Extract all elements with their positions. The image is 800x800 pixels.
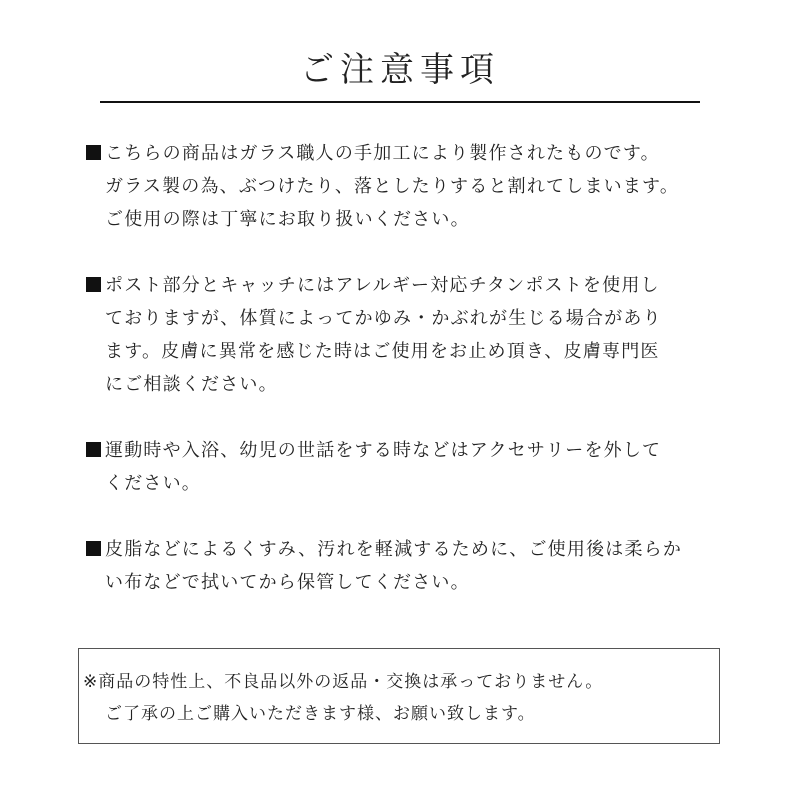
square-bullet-icon <box>85 269 105 302</box>
square-bullet-icon <box>85 434 105 467</box>
note-line: 運動時や入浴、幼児の世話をする時などはアクセサリーを外して <box>105 440 662 461</box>
disclaimer-line: ご了承の上ご購入いただきます様、お願い致します。 <box>105 704 536 724</box>
note-line: い布などで拭いてから保管してください。 <box>105 572 470 593</box>
square-bullet-icon <box>85 533 105 566</box>
note-line: 皮脂などによるくすみ、汚れを軽減するために、ご使用後は柔らか <box>105 539 683 560</box>
note-item-allergy <box>85 269 725 401</box>
disclaimer-box <box>78 648 720 744</box>
note-line: ご使用の際は丁寧にお取り扱いください。 <box>105 209 470 230</box>
notes-list <box>85 137 725 632</box>
note-line: ます。皮膚に異常を感じた時はご使用をお止め頂き、皮膚専門医 <box>105 341 660 362</box>
note-line: ポスト部分とキャッチにはアレルギー対応チタンポストを使用し <box>105 275 660 296</box>
note-line: ガラス製の為、ぶつけたり、落としたりすると割れてしまいます。 <box>105 176 680 197</box>
note-item-remove <box>85 434 725 500</box>
note-line: ておりますが、体質によってかゆみ・かぶれが生じる場合があり <box>105 308 662 329</box>
note-line: にご相談ください。 <box>105 374 278 395</box>
title-divider <box>100 101 700 103</box>
disclaimer-line: ※商品の特性上、不良品以外の返品・交換は承っておりません。 <box>83 672 604 692</box>
note-item-care <box>85 533 725 599</box>
square-bullet-icon <box>85 137 105 170</box>
note-item-fragile <box>85 137 725 236</box>
note-line: ください。 <box>105 473 201 494</box>
page-title: ご注意事項 <box>300 50 500 90</box>
note-line: こちらの商品はガラス職人の手加工により製作されたものです。 <box>105 143 660 164</box>
